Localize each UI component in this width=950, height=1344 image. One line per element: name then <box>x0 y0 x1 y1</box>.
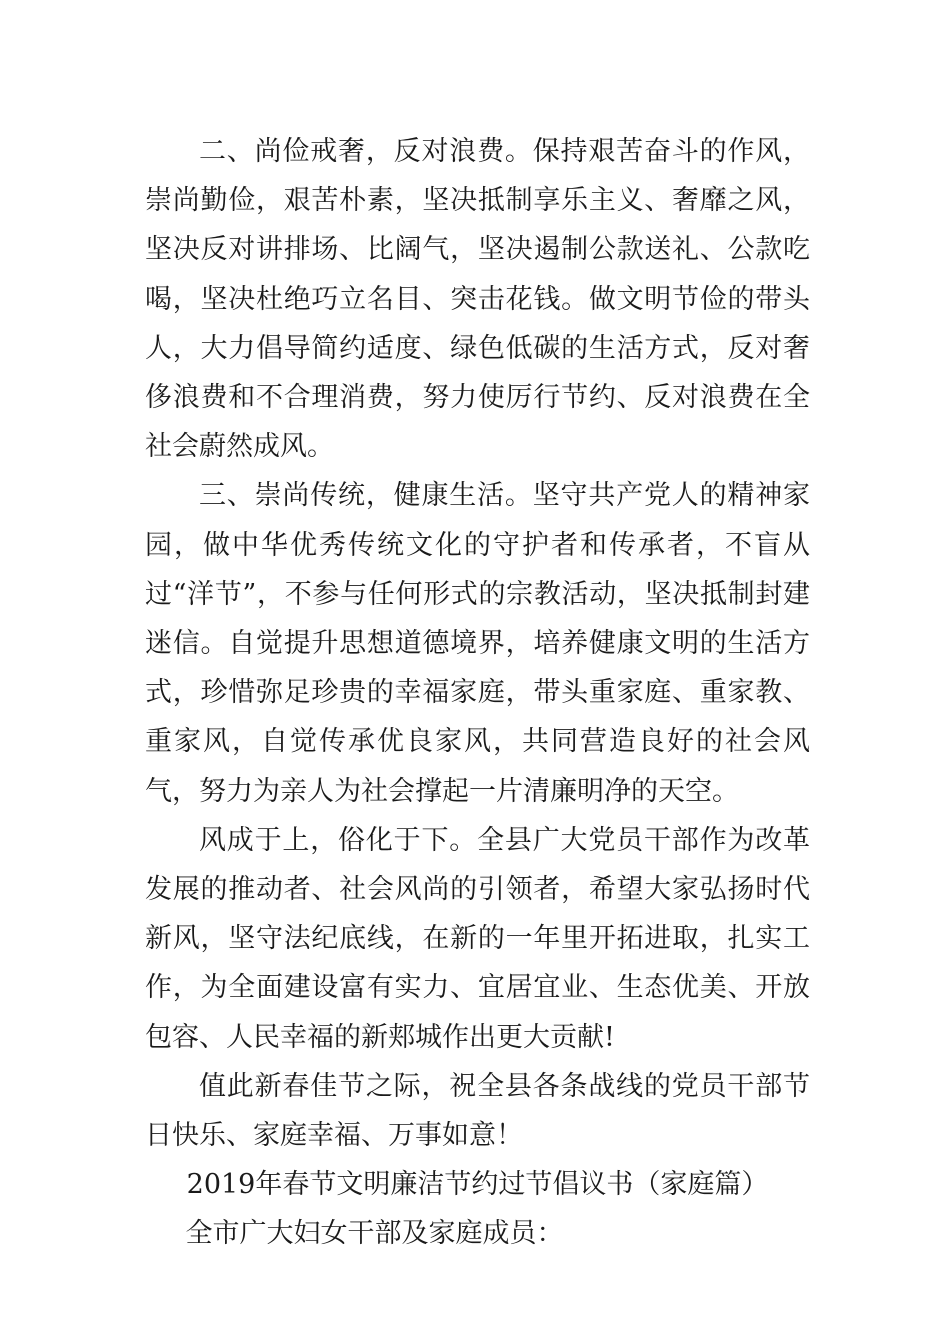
salutation: 全市广大妇女干部及家庭成员： <box>185 1218 564 1250</box>
paragraph-frugality: 二、尚俭戒奢，反对浪费。保持艰苦奋斗的作风，崇尚勤俭，艰苦朴素，坚决抵制享乐主义、奢靡之风，坚决反对讲排场、比阔气，坚决遏制公款送礼、公款吃喝，坚决杜绝巧立名目、突击花钱。做文明节俭的带头人，大力倡导简约适度、绿色低碳的生活方式，反对奢侈浪费和不合理消费，努力使厉行节约、反对浪费在全社会蔚然成风。 <box>145 136 810 463</box>
paragraph-conclusion: 风成于上，俗化于下。全县广大党员干部作为改革发展的推动者、社会风尚的引领者，希望大家弘扬时代新风，坚守法纪底线，在新的一年里开拓进取，扎实工作，为全面建设富有实力、宜居宜业、生态优美、开放包容、人民幸福的新郏城作出更大贡献! <box>145 824 810 1053</box>
paragraph-tradition: 三、崇尚传统，健康生活。坚守共产党人的精神家园，做中华优秀传统文化的守护者和传承者，不盲从过“洋节”，不参与任何形式的宗教活动，坚决抵制封建迷信。自觉提升思想道德境界，培养健康文明的生活方式，珍惜弥足珍贵的幸福家庭，带头重家庭、重家教、重家风，自觉传承优良家风，共同营造良好的社会风气，努力为亲人为社会撑起一片清廉明净的天空。 <box>145 480 810 807</box>
document-body <box>145 127 810 1259</box>
document-title: 2019年春节文明廉洁节约过节倡议书（家庭篇） <box>186 1169 769 1201</box>
paragraph-greeting: 值此新春佳节之际，祝全县各条战线的党员干部节日快乐、家庭幸福、万事如意！ <box>145 1070 810 1152</box>
